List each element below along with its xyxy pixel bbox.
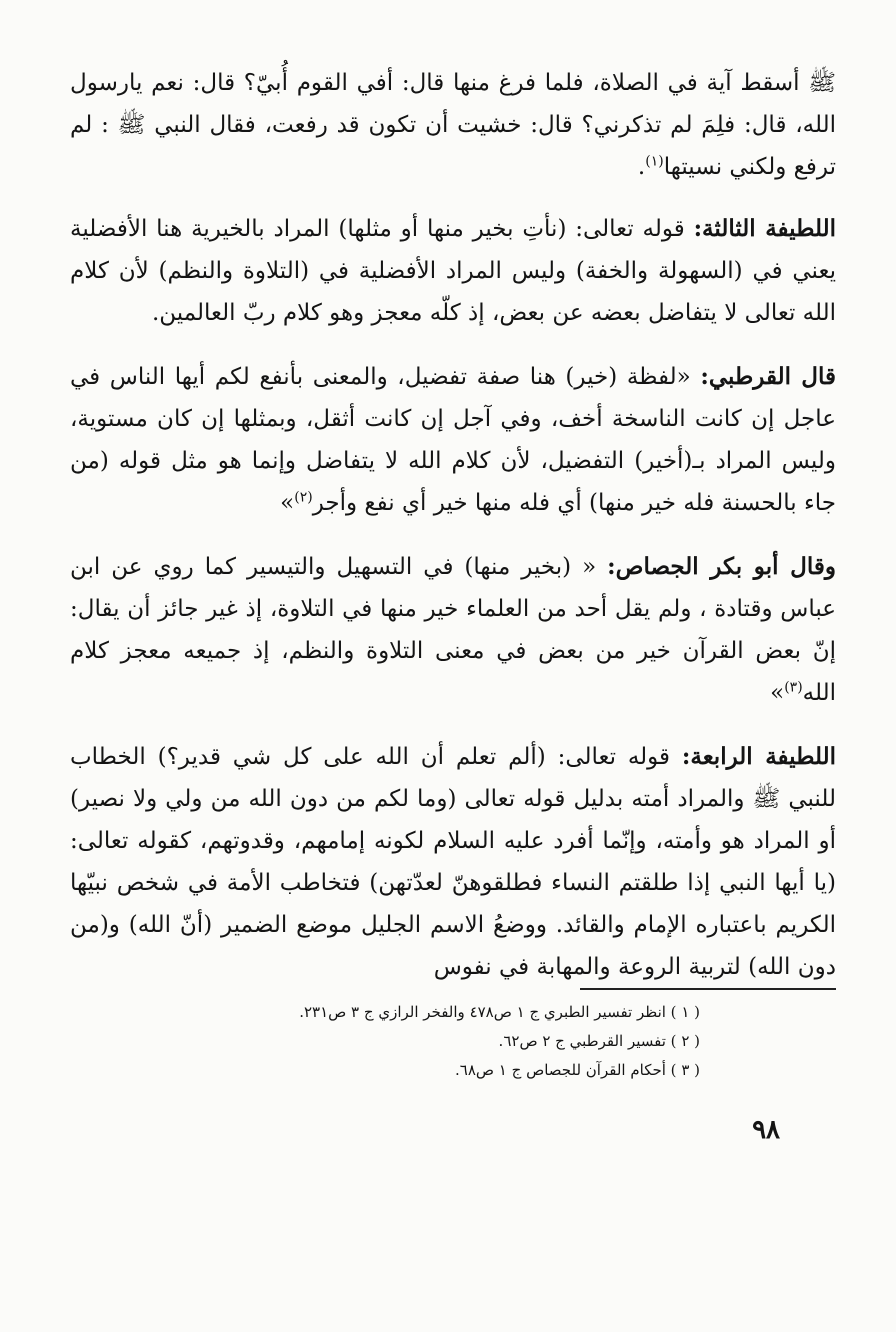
footnote-ref-2: (٢): [294, 489, 313, 506]
paragraph-5-text: قوله تعالى: (ألم تعلم أن الله على كل شي قدير؟) الخطاب للنبي ﷺ والمراد أمته بدليل قوله تعالى (وما لكم من دون الله من ولي ولا نصير) أو المراد هو وأمته، وإنّما أفرد عليه السلام لكونه إمامهم، وقدوتهم، كقوله تعالى: (يا أيها النبي إذا طلقتم النساء فطلقوهنّ لعدّتهن) فتخاطب الأمة في شخص نبيّها الكريم باعتباره الإمام والقائد. ووضعُ الاسم الجليل موضع الضمير (أنّ الله) و(من دون الله) لتربية الروعة والمهابة في نفوس: [70, 744, 836, 980]
paragraph-5: [70, 736, 836, 988]
paragraph-1: [70, 62, 836, 188]
footnote-1: ( ١ ) انظر تفسير الطبري ج ١ ص٤٧٨ والفخر الرازي ج ٣ ص٢٣١.: [299, 1003, 700, 1021]
footnote-ref-3: (٣): [784, 679, 803, 696]
page-number: ٩٨: [752, 1115, 780, 1145]
main-text: [70, 62, 836, 1010]
paragraph-4-text: « (بخير منها) في التسهيل والتيسير كما روي عن ابن عباس وقتادة ، ولم يقل أحد من العلماء خير منها في التلاوة، إذ غير جائز أن يقال: إنّ بعض القرآن خير من بعض في معنى التلاوة والنظم، إذ جميعه معجز كلام الله: [70, 554, 836, 706]
paragraph-2-text: قوله تعالى: (نأتِ بخير منها أو مثلها) المراد بالخيرية هنا الأفضلية يعني في (السهولة والخفة) وليس المراد الأفضلية في (التلاوة والنظم) لأن كلام الله تعالى لا يتفاضل بعضه عن بعض، إذ كلّه معجز وهو كلام ربّ العالمين.: [70, 216, 836, 326]
footnotes: [150, 998, 700, 1085]
paragraph-4: [70, 546, 836, 714]
paragraph-3-tail: »: [280, 490, 295, 516]
paragraph-3: [70, 356, 836, 524]
heading-fourth-subtlety: اللطيفة الرابعة:: [681, 743, 836, 770]
footnote-3: ( ٣ ) أحكام القرآن للجصاص ج ١ ص٦٨.: [454, 1061, 700, 1079]
paragraph-3-text: «لفظة (خير) هنا صفة تفضيل، والمعنى بأنفع لكم أيها الناس في عاجل إن كانت الناسخة أخف، وفي آجل إن كانت أثقل، وبمثلها إن كان مستوية، وليس المراد بـ(أخير) التفضيل، لأن كلام الله لا يتفاضل وإنما هو مثل قوله (من جاء بالحسنة فله خير منها) أي فله منها خير أي نفع وأجر: [70, 364, 836, 516]
paragraph-1-text: ﷺ أسقط آية في الصلاة، فلما فرغ منها قال: أفي القوم أُبيّ؟ قال: نعم يارسول الله، قال: فلِمَ لم تذكرني؟ قال: خشيت أن تكون قد رفعت، فقال النبي ﷺ : لم ترفع ولكني نسيتها: [70, 70, 836, 180]
footnote-divider: [580, 988, 836, 990]
paragraph-4-tail: »: [770, 680, 785, 706]
footnote-ref-1: (١): [645, 153, 664, 170]
heading-jassas: وقال أبو بكر الجصاص:: [607, 553, 836, 580]
paragraph-2: [70, 208, 836, 334]
paragraph-1-tail: .: [637, 154, 646, 180]
heading-qurtubi: قال القرطبي:: [700, 363, 836, 390]
footnote-2: ( ٢ ) تفسير القرطبي ج ٢ ص٦٢.: [498, 1032, 700, 1050]
heading-third-subtlety: اللطيفة الثالثة:: [693, 215, 836, 242]
